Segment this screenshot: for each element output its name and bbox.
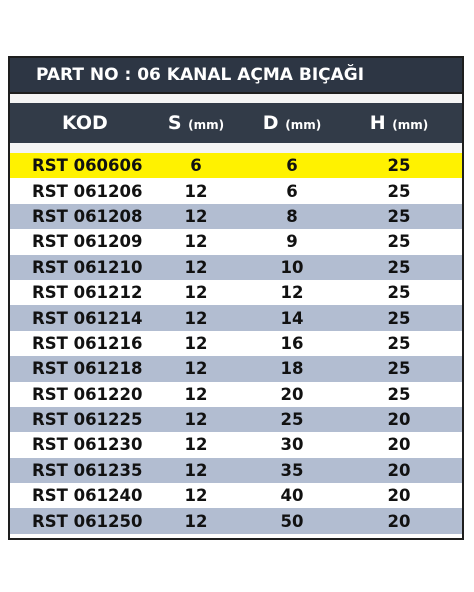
table-row	[10, 458, 462, 483]
cell-s: 12	[184, 435, 208, 455]
cell-h: 25	[387, 359, 411, 379]
cell-d: 35	[280, 460, 304, 480]
cell-kod: RST 061218	[32, 359, 143, 379]
cell-kod: RST 060606	[32, 156, 143, 176]
cell-h: 25	[387, 257, 411, 277]
table-row	[10, 305, 462, 330]
cell-h: 20	[387, 486, 411, 506]
title-spacer	[10, 94, 462, 103]
cell-kod: RST 061216	[32, 333, 143, 353]
cell-h: 25	[387, 283, 411, 303]
product-table-card	[8, 56, 464, 540]
table-row	[10, 356, 462, 381]
cell-s: 12	[184, 181, 208, 201]
cell-s: 12	[184, 257, 208, 277]
cell-s: 12	[184, 511, 208, 531]
header-h-label: H	[369, 112, 386, 134]
cell-d: 6	[286, 181, 298, 201]
cell-s: 12	[184, 333, 208, 353]
header-h-unit: (mm)	[392, 118, 429, 132]
header-h	[340, 112, 458, 134]
header-s	[148, 112, 244, 134]
table-row	[10, 204, 462, 229]
cell-h: 20	[387, 460, 411, 480]
cell-kod: RST 061209	[32, 232, 143, 252]
cell-h: 25	[387, 232, 411, 252]
header-d-unit: (mm)	[285, 118, 322, 132]
cell-s: 12	[184, 410, 208, 430]
cell-h: 20	[387, 435, 411, 455]
cell-kod: RST 061220	[32, 384, 143, 404]
header-kod: KOD	[62, 112, 108, 134]
cell-d: 20	[280, 384, 304, 404]
cell-h: 25	[387, 308, 411, 328]
cell-d: 14	[280, 308, 304, 328]
table-row	[10, 508, 462, 533]
table-row	[10, 483, 462, 508]
cell-h: 25	[387, 384, 411, 404]
header-d	[244, 112, 340, 134]
cell-s: 6	[190, 156, 202, 176]
cell-d: 8	[286, 206, 298, 226]
cell-kod: RST 061214	[32, 308, 143, 328]
table-row	[10, 407, 462, 432]
cell-d: 40	[280, 486, 304, 506]
cell-s: 12	[184, 283, 208, 303]
cell-h: 25	[387, 206, 411, 226]
cell-kod: RST 061250	[32, 511, 143, 531]
cell-d: 30	[280, 435, 304, 455]
cell-d: 18	[280, 359, 304, 379]
cell-kod: RST 061225	[32, 410, 143, 430]
cell-s: 12	[184, 359, 208, 379]
cell-h: 20	[387, 410, 411, 430]
table-row	[10, 153, 462, 178]
header-d-label: D	[262, 112, 279, 134]
table-row	[10, 382, 462, 407]
cell-kod: RST 061210	[32, 257, 143, 277]
cell-h: 25	[387, 156, 411, 176]
cell-h: 20	[387, 511, 411, 531]
cell-s: 12	[184, 308, 208, 328]
cell-d: 16	[280, 333, 304, 353]
cell-d: 10	[280, 257, 304, 277]
cell-d: 12	[280, 283, 304, 303]
cell-d: 25	[280, 410, 304, 430]
cell-kod: RST 061212	[32, 283, 143, 303]
table-body	[10, 153, 462, 534]
cell-d: 9	[286, 232, 298, 252]
table-title: PART NO : 06 KANAL AÇMA BIÇAĞI	[10, 58, 462, 94]
table-row	[10, 229, 462, 254]
table-row	[10, 432, 462, 457]
table-header	[10, 103, 462, 143]
cell-h: 25	[387, 333, 411, 353]
table-row	[10, 331, 462, 356]
cell-kod: RST 061230	[32, 435, 143, 455]
cell-d: 6	[286, 156, 298, 176]
table-row	[10, 178, 462, 203]
cell-kod: RST 061235	[32, 460, 143, 480]
table-row	[10, 255, 462, 280]
header-s-label: S	[167, 112, 182, 134]
cell-s: 12	[184, 206, 208, 226]
table-row	[10, 280, 462, 305]
cell-s: 12	[184, 232, 208, 252]
cell-kod: RST 061240	[32, 486, 143, 506]
cell-s: 12	[184, 486, 208, 506]
header-gap	[10, 143, 462, 153]
cell-s: 12	[184, 384, 208, 404]
header-s-unit: (mm)	[188, 118, 225, 132]
cell-s: 12	[184, 460, 208, 480]
cell-h: 25	[387, 181, 411, 201]
cell-kod: RST 061208	[32, 206, 143, 226]
cell-kod: RST 061206	[32, 181, 143, 201]
cell-d: 50	[280, 511, 304, 531]
